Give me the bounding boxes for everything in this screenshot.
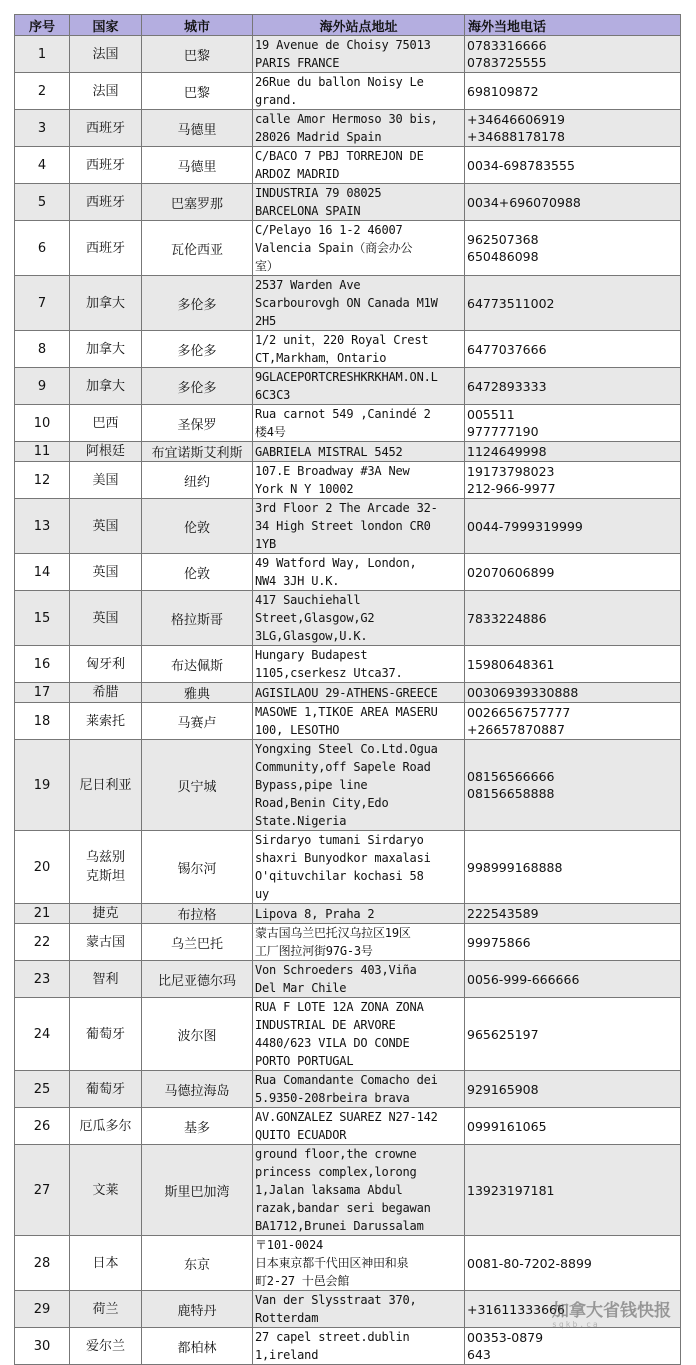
cell-country: 英国 xyxy=(70,591,142,646)
table-row xyxy=(15,1236,681,1291)
cell-city: 圣保罗 xyxy=(142,405,253,442)
cell-phone: 99975866 xyxy=(465,924,681,961)
cell-phone: 0034-698783555 xyxy=(465,147,681,184)
cell-index: 22 xyxy=(15,924,70,961)
table-row xyxy=(15,442,681,462)
cell-country: 日本 xyxy=(70,1236,142,1291)
watermark-text: 加拿大省钱快报 xyxy=(552,1301,671,1321)
cell-country: 荷兰 xyxy=(70,1291,142,1328)
cell-city: 伦敦 xyxy=(142,554,253,591)
cell-phone: 0999161065 xyxy=(465,1108,681,1145)
cell-index: 19 xyxy=(15,740,70,831)
cell-address: Rua carnot 549 ,Canindé 2 楼4号 xyxy=(253,405,465,442)
cell-country: 文莱 xyxy=(70,1145,142,1236)
cell-address: 26Rue du ballon Noisy Le grand. xyxy=(253,73,465,110)
cell-index: 29 xyxy=(15,1291,70,1328)
cell-country: 匈牙利 xyxy=(70,646,142,683)
cell-phone: +31611333666 xyxy=(465,1291,681,1328)
cell-index: 20 xyxy=(15,831,70,904)
cell-address: 19 Avenue de Choisy 75013 PARIS FRANCE xyxy=(253,36,465,73)
cell-phone: 0056-999-666666 xyxy=(465,961,681,998)
cell-index: 13 xyxy=(15,499,70,554)
cell-phone: 929165908 xyxy=(465,1071,681,1108)
cell-address: ground floor,the crowne princess complex,lorong 1,Jalan laksama Abdul razak,bandar seri begawan BA1712,Brunei Darussalam xyxy=(253,1145,465,1236)
cell-index: 12 xyxy=(15,462,70,499)
cell-country: 西班牙 xyxy=(70,147,142,184)
table-row xyxy=(15,1145,681,1236)
table-row xyxy=(15,221,681,276)
cell-city: 马德里 xyxy=(142,147,253,184)
table-row xyxy=(15,1108,681,1145)
table-row xyxy=(15,147,681,184)
cell-city: 伦敦 xyxy=(142,499,253,554)
cell-address: 417 Sauchiehall Street,Glasgow,G2 3LG,Glasgow,U.K. xyxy=(253,591,465,646)
header-country: 国家 xyxy=(70,15,142,36)
cell-phone: 0081-80-7202-8899 xyxy=(465,1236,681,1291)
cell-phone: 00306939330888 xyxy=(465,683,681,703)
cell-country: 西班牙 xyxy=(70,184,142,221)
cell-country: 加拿大 xyxy=(70,331,142,368)
cell-index: 25 xyxy=(15,1071,70,1108)
table-row xyxy=(15,1328,681,1365)
cell-address: AGISILAOU 29-ATHENS-GREECE xyxy=(253,683,465,703)
cell-phone: 6472893333 xyxy=(465,368,681,405)
table-row xyxy=(15,924,681,961)
cell-city: 布宜诺斯艾利斯 xyxy=(142,442,253,462)
cell-index: 7 xyxy=(15,276,70,331)
cell-phone: 19173798023 212-966-9977 xyxy=(465,462,681,499)
cell-city: 乌兰巴托 xyxy=(142,924,253,961)
header-phone: 海外当地电话 xyxy=(465,15,681,36)
cell-index: 11 xyxy=(15,442,70,462)
cell-country: 乌兹别 克斯坦 xyxy=(70,831,142,904)
header-address: 海外站点地址 xyxy=(253,15,465,36)
cell-address: INDUSTRIA 79 08025 BARCELONA SPAIN xyxy=(253,184,465,221)
cell-address: calle Amor Hermoso 30 bis, 28026 Madrid Spain xyxy=(253,110,465,147)
cell-address: 9GLACEPORTCRESHKRKHAM.ON.L 6C3C3 xyxy=(253,368,465,405)
cell-country: 巴西 xyxy=(70,405,142,442)
table-header-row xyxy=(15,15,681,36)
cell-index: 24 xyxy=(15,998,70,1071)
cell-country: 智利 xyxy=(70,961,142,998)
cell-index: 10 xyxy=(15,405,70,442)
header-index: 序号 xyxy=(15,15,70,36)
cell-city: 多伦多 xyxy=(142,331,253,368)
cell-phone: 222543589 xyxy=(465,904,681,924)
cell-index: 18 xyxy=(15,703,70,740)
cell-index: 6 xyxy=(15,221,70,276)
watermark-subtext: sqkb.ca xyxy=(552,1320,600,1329)
cell-index: 15 xyxy=(15,591,70,646)
cell-phone: 7833224886 xyxy=(465,591,681,646)
cell-country: 爱尔兰 xyxy=(70,1328,142,1365)
table-row xyxy=(15,36,681,73)
cell-index: 4 xyxy=(15,147,70,184)
cell-phone: 00353-0879 643 xyxy=(465,1328,681,1365)
cell-phone: 15980648361 xyxy=(465,646,681,683)
table-row xyxy=(15,683,681,703)
table-row xyxy=(15,276,681,331)
table-row xyxy=(15,368,681,405)
cell-city: 比尼亚德尔玛 xyxy=(142,961,253,998)
cell-city: 瓦伦西亚 xyxy=(142,221,253,276)
cell-city: 多伦多 xyxy=(142,368,253,405)
table-row xyxy=(15,554,681,591)
cell-address: AV.GONZALEZ SUAREZ N27-142 QUITO ECUADOR xyxy=(253,1108,465,1145)
cell-country: 加拿大 xyxy=(70,368,142,405)
cell-phone: 0026656757777 +26657870887 xyxy=(465,703,681,740)
cell-country: 莱索托 xyxy=(70,703,142,740)
table-row xyxy=(15,405,681,442)
cell-index: 3 xyxy=(15,110,70,147)
cell-phone: 6477037666 xyxy=(465,331,681,368)
cell-city: 马赛卢 xyxy=(142,703,253,740)
cell-country: 阿根廷 xyxy=(70,442,142,462)
table-row xyxy=(15,904,681,924)
cell-phone: 962507368 650486098 xyxy=(465,221,681,276)
table-row xyxy=(15,73,681,110)
cell-city: 巴黎 xyxy=(142,36,253,73)
cell-phone: 965625197 xyxy=(465,998,681,1071)
cell-address: Von Schroeders 403,Viña Del Mar Chile xyxy=(253,961,465,998)
cell-address: Yongxing Steel Co.Ltd.Ogua Community,off Sapele Road Bypass,pipe line Road,Benin City,Edo State.Nigeria xyxy=(253,740,465,831)
cell-address: RUA F LOTE 12A ZONA ZONA INDUSTRIAL DE ARVORE 4480/623 VILA DO CONDE PORTO PORTUGAL xyxy=(253,998,465,1071)
table-row xyxy=(15,998,681,1071)
cell-country: 西班牙 xyxy=(70,110,142,147)
cell-city: 布拉格 xyxy=(142,904,253,924)
cell-country: 希腊 xyxy=(70,683,142,703)
cell-address: Rua Comandante Comacho dei 5.9350-208rbeira brava xyxy=(253,1071,465,1108)
cell-address: 27 capel street.dublin 1,ireland xyxy=(253,1328,465,1365)
cell-index: 9 xyxy=(15,368,70,405)
table-body xyxy=(15,36,681,1365)
cell-city: 巴塞罗那 xyxy=(142,184,253,221)
cell-country: 葡萄牙 xyxy=(70,1071,142,1108)
cell-address: GABRIELA MISTRAL 5452 xyxy=(253,442,465,462)
cell-city: 鹿特丹 xyxy=(142,1291,253,1328)
cell-country: 蒙古国 xyxy=(70,924,142,961)
cell-phone: 0783316666 0783725555 xyxy=(465,36,681,73)
cell-address: 3rd Floor 2 The Arcade 32- 34 High Street london CR0 1YB xyxy=(253,499,465,554)
table-row xyxy=(15,961,681,998)
cell-index: 1 xyxy=(15,36,70,73)
cell-city: 东京 xyxy=(142,1236,253,1291)
cell-address: 107.E Broadway #3A New York N Y 10002 xyxy=(253,462,465,499)
cell-phone: 1124649998 xyxy=(465,442,681,462)
cell-country: 美国 xyxy=(70,462,142,499)
cell-address: 1/2 unit，220 Royal Crest CT,Markham，Ontario xyxy=(253,331,465,368)
cell-city: 雅典 xyxy=(142,683,253,703)
cell-address: 2537 Warden Ave Scarbourovgh ON Canada M1W 2H5 xyxy=(253,276,465,331)
cell-city: 格拉斯哥 xyxy=(142,591,253,646)
cell-phone: 698109872 xyxy=(465,73,681,110)
cell-phone: 998999168888 xyxy=(465,831,681,904)
cell-address: 49 Watford Way, London, NW4 3JH U.K. xyxy=(253,554,465,591)
cell-city: 纽约 xyxy=(142,462,253,499)
cell-address: Lipova 8, Praha 2 xyxy=(253,904,465,924)
table-row xyxy=(15,331,681,368)
cell-phone: +34646606919 +34688178178 xyxy=(465,110,681,147)
cell-index: 8 xyxy=(15,331,70,368)
table-row xyxy=(15,591,681,646)
cell-address: Van der Slysstraat 370, Rotterdam xyxy=(253,1291,465,1328)
cell-address: MASOWE 1,TIKOE AREA MASERU 100, LESOTHO xyxy=(253,703,465,740)
cell-country: 西班牙 xyxy=(70,221,142,276)
table-row xyxy=(15,499,681,554)
cell-index: 26 xyxy=(15,1108,70,1145)
cell-index: 27 xyxy=(15,1145,70,1236)
cell-index: 2 xyxy=(15,73,70,110)
cell-index: 28 xyxy=(15,1236,70,1291)
cell-city: 贝宁城 xyxy=(142,740,253,831)
cell-country: 英国 xyxy=(70,554,142,591)
cell-index: 30 xyxy=(15,1328,70,1365)
cell-city: 巴黎 xyxy=(142,73,253,110)
cell-city: 波尔图 xyxy=(142,998,253,1071)
cell-city: 都柏林 xyxy=(142,1328,253,1365)
cell-city: 马德里 xyxy=(142,110,253,147)
cell-city: 布达佩斯 xyxy=(142,646,253,683)
cell-address: Hungary Budapest 1105,cserkesz Utca37. xyxy=(253,646,465,683)
cell-country: 葡萄牙 xyxy=(70,998,142,1071)
cell-phone: 0034+696070988 xyxy=(465,184,681,221)
cell-address: 蒙古国乌兰巴托汉乌拉区19区 工厂图拉河街97G-3号 xyxy=(253,924,465,961)
cell-address: Sirdaryo tumani Sirdaryo shaxri Bunyodkor maxalasi O'qituvchilar kochasi 58 uy xyxy=(253,831,465,904)
cell-phone: 64773511002 xyxy=(465,276,681,331)
cell-country: 捷克 xyxy=(70,904,142,924)
cell-phone: 02070606899 xyxy=(465,554,681,591)
table-row xyxy=(15,703,681,740)
cell-city: 基多 xyxy=(142,1108,253,1145)
overseas-sites-table-container xyxy=(14,14,680,1365)
cell-country: 法国 xyxy=(70,36,142,73)
cell-city: 马德拉海岛 xyxy=(142,1071,253,1108)
cell-country: 法国 xyxy=(70,73,142,110)
overseas-sites-table xyxy=(14,14,681,1365)
cell-city: 多伦多 xyxy=(142,276,253,331)
cell-phone: 0044-7999319999 xyxy=(465,499,681,554)
cell-country: 英国 xyxy=(70,499,142,554)
table-row xyxy=(15,740,681,831)
cell-index: 5 xyxy=(15,184,70,221)
cell-address: C/Pelayo 16 1-2 46007 Valencia Spain（商会办公 室） xyxy=(253,221,465,276)
cell-index: 14 xyxy=(15,554,70,591)
table-row xyxy=(15,184,681,221)
cell-country: 加拿大 xyxy=(70,276,142,331)
header-city: 城市 xyxy=(142,15,253,36)
cell-city: 锡尔河 xyxy=(142,831,253,904)
cell-phone: 005511 977777190 xyxy=(465,405,681,442)
cell-phone: 08156566666 08156658888 xyxy=(465,740,681,831)
table-row xyxy=(15,1071,681,1108)
cell-country: 尼日利亚 xyxy=(70,740,142,831)
cell-index: 21 xyxy=(15,904,70,924)
cell-address: 〒101-0024 日本東京都千代田区神田和泉 町2-27 十邑会館 xyxy=(253,1236,465,1291)
table-row xyxy=(15,646,681,683)
table-row xyxy=(15,110,681,147)
cell-index: 17 xyxy=(15,683,70,703)
cell-phone: 13923197181 xyxy=(465,1145,681,1236)
cell-city: 斯里巴加湾 xyxy=(142,1145,253,1236)
table-row xyxy=(15,831,681,904)
table-row xyxy=(15,462,681,499)
cell-index: 16 xyxy=(15,646,70,683)
cell-address: C/BACO 7 PBJ TORREJON DE ARDOZ MADRID xyxy=(253,147,465,184)
cell-index: 23 xyxy=(15,961,70,998)
cell-country: 厄瓜多尔 xyxy=(70,1108,142,1145)
